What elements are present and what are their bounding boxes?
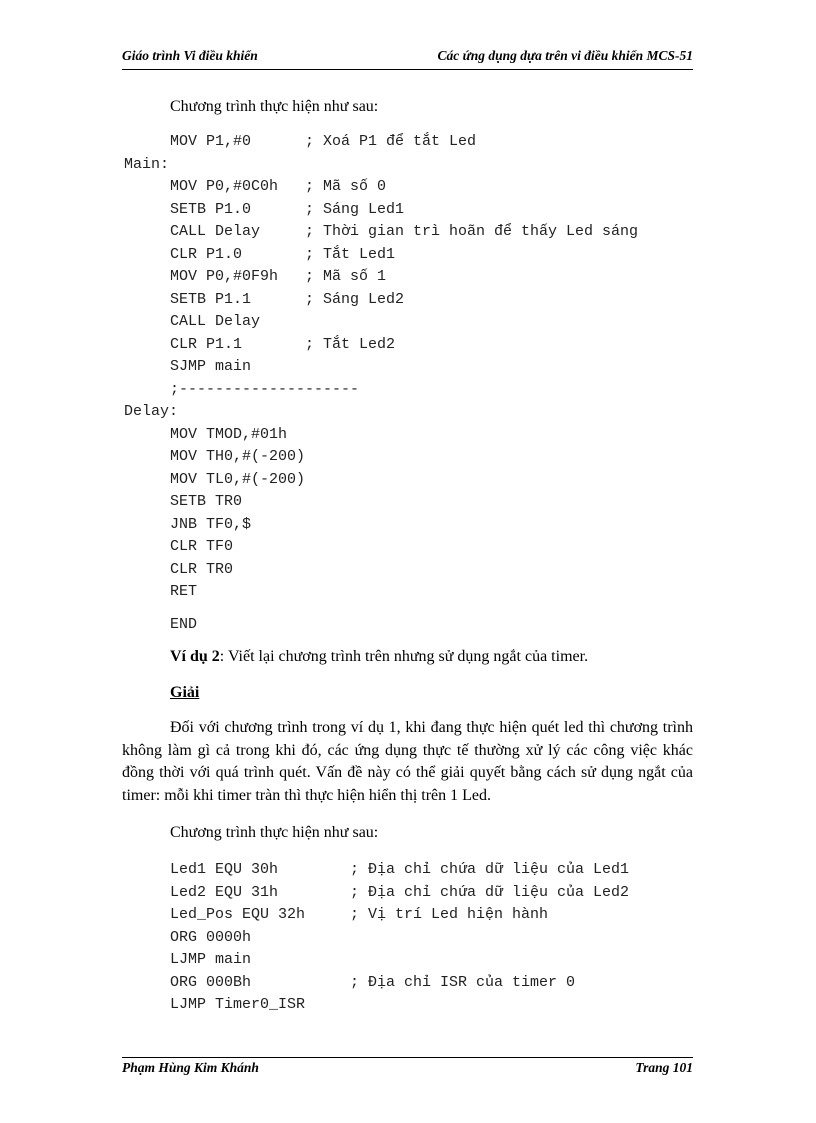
- code-line: CLR P1.0: [170, 245, 243, 263]
- code-comment: ; Sáng Led2: [305, 290, 405, 308]
- code-comment: ; Vị trí Led hiện hành: [350, 906, 549, 923]
- code-line: MOV TL0,#(-200): [170, 470, 306, 488]
- code-line: SETB TR0: [170, 493, 243, 510]
- code-comment: ; Xoá P1 để tắt Led: [305, 133, 477, 150]
- code-comment: ; Tắt Led2: [305, 335, 396, 353]
- solution-paragraph: Đối với chương trình trong ví dụ 1, khi đang thực hiện quét led thì chương trình không làm gì cả trong khi đó, các ứng dụng thực tế thường xử lý các công việc khác đồng thời với quá trình quét. Vấn đề này có thể giải quyết bằng cách sử dụng ngắt của timer: mỗi khi timer tràn thì thực hiện hiển thị trên 1 Led.: [122, 719, 693, 804]
- code-comment: ; Mã số 1: [305, 268, 387, 285]
- example-text: : Viết lại chương trình trên nhưng sử dụng ngắt của timer.: [219, 648, 589, 665]
- code-line: MOV P0,#0C0h: [170, 178, 279, 195]
- code-line: CLR TR0: [170, 560, 234, 578]
- code-comment: ; Mã số 0: [305, 178, 387, 195]
- example-2-line: [170, 648, 588, 666]
- page-footer: [122, 1060, 693, 1080]
- intro-text-1: Chương trình thực hiện như sau:: [170, 98, 379, 115]
- code-comment: ; Địa chỉ chứa dữ liệu của Led2: [350, 883, 630, 901]
- solution-heading: Giải: [170, 684, 200, 701]
- example-label: Ví dụ 2: [170, 648, 220, 665]
- footer-author: Phạm Hùng Kim Khánh: [122, 1060, 259, 1075]
- footer-page-number: Trang 101: [635, 1060, 693, 1075]
- code-line: LJMP main: [170, 951, 252, 968]
- code-comment: ; Sáng Led1: [305, 200, 405, 218]
- code-line: CALL Delay: [170, 223, 261, 240]
- code-line: ORG 000Bh: [170, 973, 252, 991]
- code-line: MOV TMOD,#01h: [170, 425, 288, 443]
- header-book-title: Giáo trình Vi điều khiển: [122, 48, 258, 63]
- code-line: JNB TF0,$: [170, 515, 252, 533]
- code-line: CALL Delay: [170, 313, 261, 330]
- header-rule: [122, 69, 693, 70]
- code-line: SETB P1.1: [170, 290, 252, 308]
- header-chapter-title: Các ứng dụng dựa trên vi điều khiển MCS-51: [437, 48, 693, 63]
- code-line: CLR TF0: [170, 538, 234, 555]
- intro-text-2: Chương trình thực hiện như sau:: [170, 824, 379, 841]
- page-header: [122, 48, 693, 68]
- code-line: MOV TH0,#(-200): [170, 448, 306, 465]
- code-line: RET: [170, 583, 198, 600]
- code-line: Led2 EQU 31h: [170, 883, 279, 901]
- code-line: ORG 0000h: [170, 928, 252, 946]
- footer-rule: [122, 1057, 693, 1058]
- code-line: Led_Pos EQU 32h: [170, 906, 306, 923]
- code-line: SJMP main: [170, 358, 252, 375]
- code-end-line: END: [170, 616, 198, 633]
- code-line: MOV P0,#0F9h: [170, 268, 279, 285]
- code-line: Main:: [124, 155, 170, 173]
- code-comment: ; Địa chỉ chứa dữ liệu của Led1: [350, 861, 630, 878]
- code-line: Delay:: [124, 403, 179, 420]
- code-line: Led1 EQU 30h: [170, 861, 279, 878]
- code-line: LJMP Timer0_ISR: [170, 996, 306, 1013]
- code-line: MOV P1,#0: [170, 133, 252, 150]
- code-comment: ; Tắt Led1: [305, 245, 396, 263]
- code-line: CLR P1.1: [170, 335, 243, 353]
- code-comment: ; Thời gian trì hoãn để thấy Led sáng: [305, 223, 639, 240]
- code-line: SETB P1.0: [170, 200, 252, 218]
- code-line: ;--------------------: [170, 380, 360, 398]
- code-comment: ; Địa chỉ ISR của timer 0: [350, 973, 576, 991]
